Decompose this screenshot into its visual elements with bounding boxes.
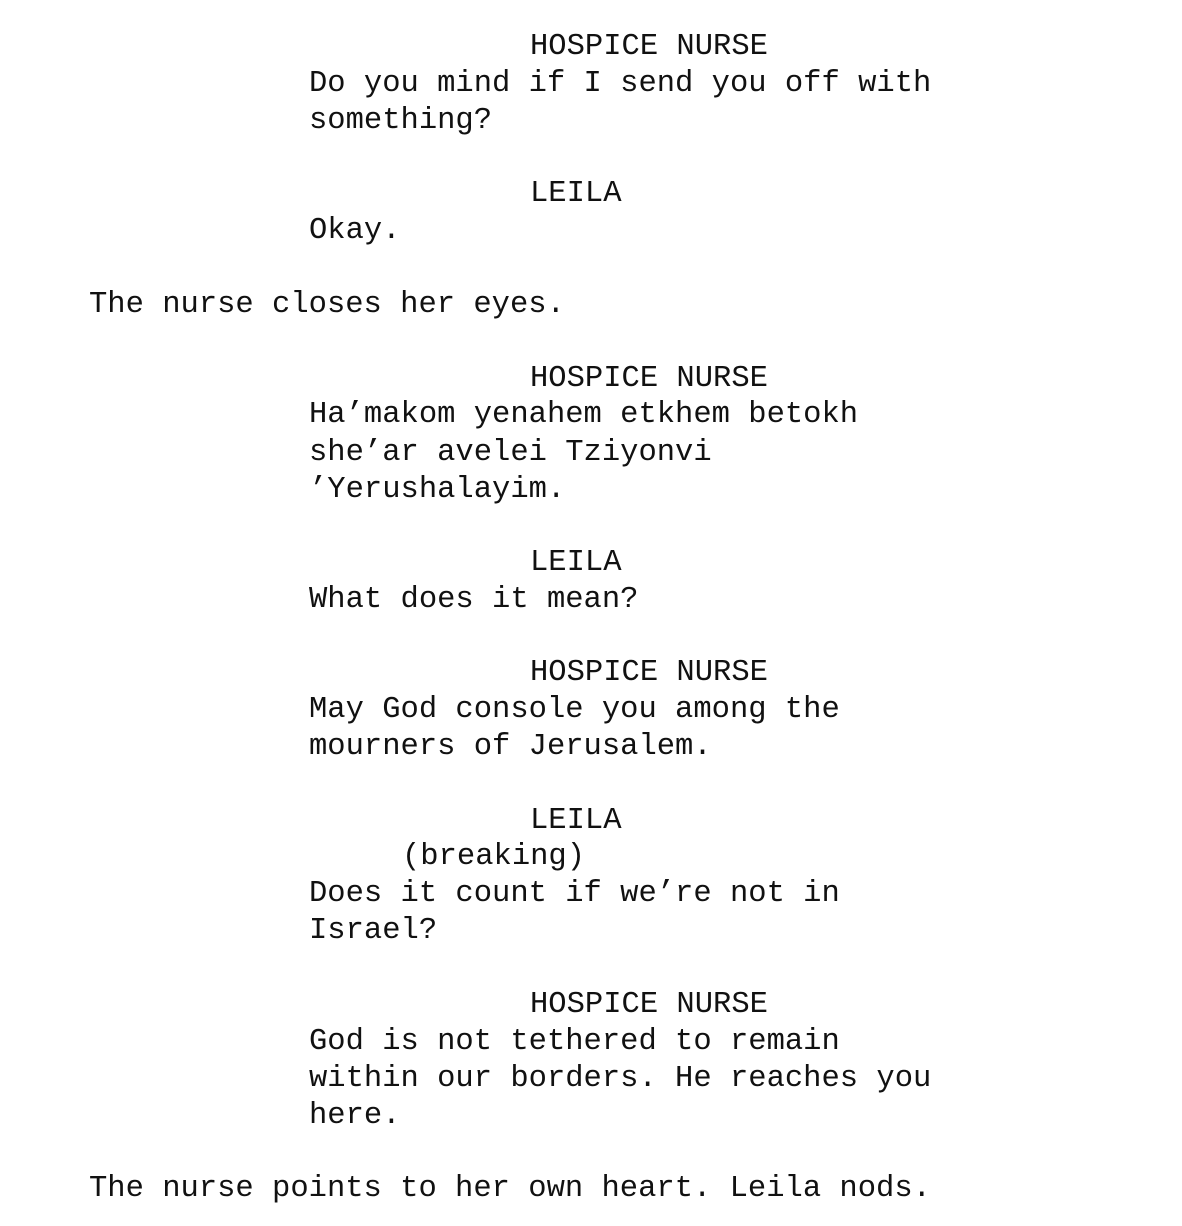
dialogue-line: ’Yerushalayim. <box>309 473 566 507</box>
character-cue: HOSPICE NURSE <box>530 362 768 396</box>
dialogue-line: May God console you among the <box>309 693 840 727</box>
character-cue: HOSPICE NURSE <box>530 30 768 64</box>
dialogue-line: Okay. <box>309 214 401 248</box>
action-line: The nurse closes her eyes. <box>89 288 565 322</box>
character-cue: LEILA <box>530 177 622 211</box>
dialogue-line: What does it mean? <box>309 583 639 617</box>
dialogue-line: she’ar avelei Tziyonvi <box>309 436 712 470</box>
dialogue-line: here. <box>309 1099 401 1133</box>
dialogue-line: within our borders. He reaches you <box>309 1062 932 1096</box>
dialogue-line: God is not tethered to remain <box>309 1025 840 1059</box>
character-cue: HOSPICE NURSE <box>530 656 768 690</box>
character-cue: LEILA <box>530 546 622 580</box>
dialogue-line: Do you mind if I send you off with <box>309 67 932 101</box>
character-cue: LEILA <box>530 804 622 838</box>
dialogue-line: Israel? <box>309 914 438 948</box>
dialogue-line: something? <box>309 104 493 138</box>
dialogue-line: Ha’makom yenahem etkhem betokh <box>309 398 859 432</box>
parenthetical: (breaking) <box>402 840 586 874</box>
character-cue: HOSPICE NURSE <box>530 988 768 1022</box>
action-line: The nurse points to her own heart. Leila nods. <box>89 1172 931 1206</box>
dialogue-line: mourners of Jerusalem. <box>309 730 712 764</box>
dialogue-line: Does it count if we’re not in <box>309 877 840 911</box>
